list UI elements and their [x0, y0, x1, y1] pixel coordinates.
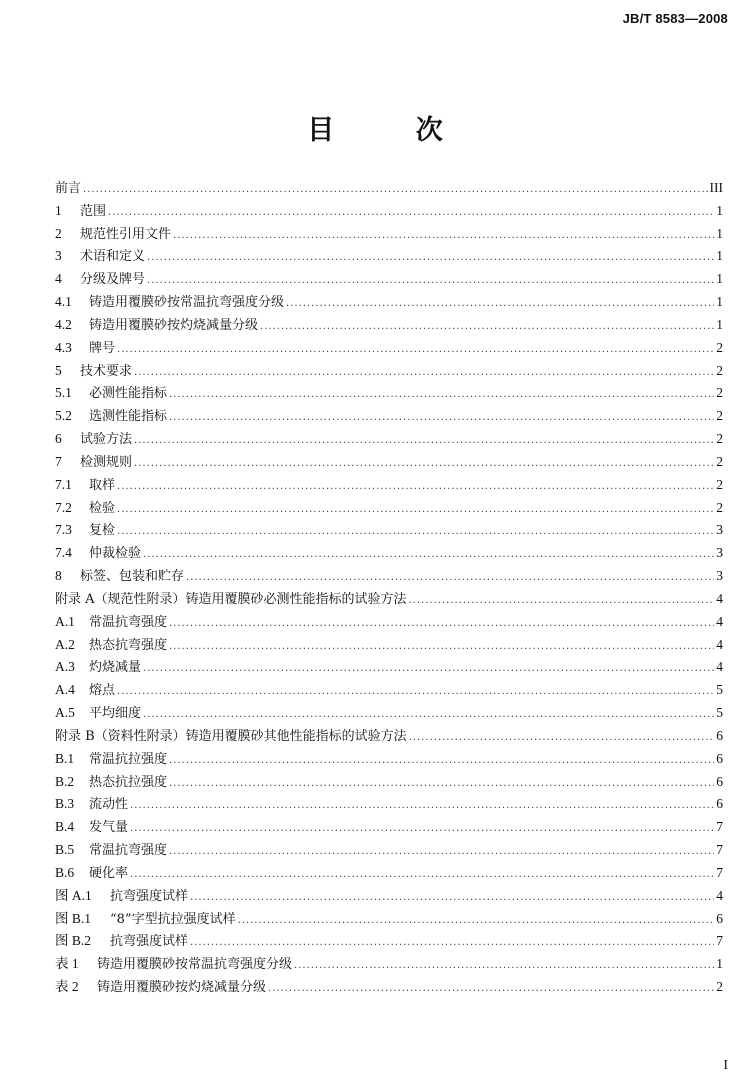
toc-entry-number: B.5	[55, 842, 75, 858]
toc-entry-page: 3	[716, 545, 723, 561]
toc-entry[interactable]	[55, 291, 723, 314]
toc-entry-page: 4	[716, 659, 723, 675]
toc-entry[interactable]	[55, 223, 723, 246]
toc-entry-number: 5.2	[55, 408, 72, 424]
toc-entry-page: 7	[716, 864, 723, 880]
toc-entry-number: 5	[55, 362, 62, 378]
toc-entry-number: 1	[55, 202, 62, 218]
toc-entry[interactable]	[55, 656, 723, 679]
toc-entry[interactable]	[55, 588, 723, 611]
toc-entry-title: 发气量	[89, 820, 129, 836]
toc-entry-title: 抗弯强度试样	[110, 888, 189, 904]
toc-entry-number: A.3	[55, 659, 75, 675]
toc-entry-page: 2	[716, 339, 723, 355]
leader-dots	[169, 773, 714, 796]
toc-entry-page: 3	[716, 568, 723, 584]
toc-entry[interactable]	[55, 314, 723, 337]
leader-dots	[169, 384, 714, 407]
leader-dots	[134, 430, 714, 453]
leader-dots	[117, 681, 714, 704]
toc-entry-title: 铸造用覆膜砂按灼烧减量分级	[97, 979, 267, 995]
toc-entry[interactable]	[55, 702, 723, 725]
leader-dots	[294, 955, 714, 978]
leader-dots	[186, 567, 714, 590]
toc-entry-title: 前言	[55, 181, 82, 196]
toc-entry-page: 1	[716, 202, 723, 218]
table-of-contents	[55, 177, 723, 999]
toc-entry-page: 6	[716, 750, 723, 766]
standard-code: JB/T 8583—2008	[622, 11, 728, 26]
toc-entry-page: 2	[716, 385, 723, 401]
toc-entry-number: 4.3	[55, 339, 72, 355]
toc-entry-page: 4	[716, 636, 723, 652]
toc-entry[interactable]	[55, 771, 723, 794]
toc-entry-page: 1	[716, 248, 723, 264]
toc-entry-title: 仲裁检验	[89, 546, 142, 562]
toc-entry-title: 复检	[89, 523, 116, 539]
toc-entry[interactable]	[55, 748, 723, 771]
toc-entry-page: 1	[716, 316, 723, 332]
toc-entry-title: 灼烧减量	[89, 660, 142, 676]
toc-entry-number: A.5	[55, 705, 75, 721]
toc-entry[interactable]	[55, 725, 723, 748]
toc-entry[interactable]	[55, 634, 723, 657]
toc-entry-page: 6	[716, 773, 723, 789]
toc-entry-title: 必测性能指标	[89, 386, 168, 402]
toc-entry-page: 6	[716, 910, 723, 926]
leader-dots	[108, 202, 714, 225]
toc-entry-title: 附录 B（资料性附录）铸造用覆膜砂其他性能指标的试验方法	[55, 728, 407, 744]
leader-dots	[117, 499, 714, 522]
leader-dots	[143, 544, 714, 567]
toc-entry-title: 流动性	[89, 797, 129, 813]
toc-entry[interactable]	[55, 679, 723, 702]
toc-entry[interactable]	[55, 839, 723, 862]
leader-dots	[286, 293, 714, 316]
toc-entry-number: 2	[55, 225, 62, 241]
toc-entry-number: B.1	[55, 750, 75, 766]
leader-dots	[173, 225, 714, 248]
leader-dots	[134, 453, 714, 476]
toc-entry[interactable]	[55, 405, 723, 428]
toc-entry[interactable]	[55, 611, 723, 634]
leader-dots	[143, 704, 714, 727]
toc-entry-number: 7.3	[55, 522, 72, 538]
page-number: I	[723, 1058, 728, 1073]
toc-entry[interactable]	[55, 862, 723, 885]
toc-entry-number: A.2	[55, 636, 75, 652]
leader-dots	[143, 658, 714, 681]
toc-entry-number: 表 2	[55, 978, 79, 994]
toc-entry-title: 牌号	[89, 340, 116, 356]
toc-entry-number: B.3	[55, 796, 75, 812]
toc-entry-page: 2	[716, 362, 723, 378]
toc-entry[interactable]	[55, 816, 723, 839]
page-title: 目 次	[307, 115, 479, 146]
toc-entry-title: 检验	[89, 500, 116, 516]
toc-entry-page: 2	[716, 499, 723, 515]
toc-entry-page: 2	[716, 453, 723, 469]
toc-entry[interactable]	[55, 953, 723, 976]
leader-dots	[268, 978, 714, 1001]
toc-entry[interactable]	[55, 382, 723, 405]
toc-entry-title: 试验方法	[80, 432, 133, 448]
toc-entry[interactable]	[55, 930, 723, 953]
leader-dots	[117, 339, 714, 362]
toc-entry-title: 分级及牌号	[80, 272, 146, 288]
toc-entry-title: 范围	[80, 203, 107, 219]
leader-dots	[130, 864, 714, 887]
leader-dots	[169, 407, 714, 430]
toc-entry-number: B.6	[55, 864, 75, 880]
toc-entry-title: 规范性引用文件	[80, 226, 172, 242]
toc-entry[interactable]	[55, 565, 723, 588]
toc-entry[interactable]	[55, 885, 723, 908]
toc-entry-title: 铸造用覆膜砂按灼烧减量分级	[89, 317, 259, 333]
toc-entry-title: 热态抗弯强度	[89, 637, 168, 653]
toc-entry[interactable]	[55, 337, 723, 360]
leader-dots	[190, 932, 714, 955]
leader-dots	[190, 887, 714, 910]
toc-entry[interactable]	[55, 976, 723, 999]
toc-entry-title: 常温抗弯强度	[89, 614, 168, 630]
toc-entry-title: 平均细度	[89, 706, 142, 722]
toc-entry-title: 熔点	[89, 683, 116, 699]
leader-dots	[169, 613, 714, 636]
leader-dots	[130, 818, 714, 841]
toc-entry-page: 2	[716, 476, 723, 492]
toc-entry-title: 技术要求	[80, 363, 133, 379]
toc-entry-number: 4.2	[55, 316, 72, 332]
toc-entry-title: 选测性能指标	[89, 409, 168, 425]
toc-entry-page: 5	[716, 682, 723, 698]
toc-entry[interactable]	[55, 793, 723, 816]
toc-entry-title: 热态抗拉强度	[89, 774, 168, 790]
toc-entry-number: A.4	[55, 682, 75, 698]
toc-entry[interactable]	[55, 908, 723, 931]
leader-dots	[117, 521, 714, 544]
toc-entry-page: 3	[716, 522, 723, 538]
leader-dots	[134, 362, 714, 385]
toc-entry-page: III	[709, 180, 723, 195]
toc-entry-page: 1	[716, 225, 723, 241]
toc-entry[interactable]	[55, 497, 723, 520]
toc-entry-number: 8	[55, 568, 62, 584]
toc-entry-number: 7	[55, 453, 62, 469]
toc-entry[interactable]	[55, 177, 723, 200]
toc-entry-title: 常温抗拉强度	[89, 751, 168, 767]
toc-entry-page: 7	[716, 933, 723, 949]
toc-entry-title: 取样	[89, 477, 116, 493]
toc-entry-title: 抗弯强度试样	[110, 934, 189, 950]
toc-entry[interactable]	[55, 268, 723, 291]
toc-entry-number: 6	[55, 431, 62, 447]
toc-entry-page: 4	[716, 613, 723, 629]
toc-entry-number: 图 A.1	[55, 887, 92, 903]
toc-entry[interactable]	[55, 451, 723, 474]
toc-entry-number: 5.1	[55, 385, 72, 401]
leader-dots	[117, 476, 714, 499]
leader-dots	[147, 270, 714, 293]
toc-entry-number: 7.2	[55, 499, 72, 515]
toc-entry-page: 2	[716, 408, 723, 424]
toc-entry-page: 7	[716, 819, 723, 835]
toc-entry[interactable]	[55, 245, 723, 268]
leader-dots	[147, 247, 714, 270]
toc-entry-page: 1	[716, 294, 723, 310]
toc-entry[interactable]	[55, 200, 723, 223]
toc-entry-title: 硬化率	[89, 865, 129, 881]
toc-entry-number: 3	[55, 248, 62, 264]
leader-dots	[83, 179, 707, 202]
leader-dots	[409, 727, 715, 750]
leader-dots	[238, 910, 715, 933]
toc-entry-page: 6	[716, 727, 723, 743]
toc-entry-page: 1	[716, 271, 723, 287]
toc-entry-title: 铸造用覆膜砂按常温抗弯强度分级	[97, 957, 293, 973]
toc-entry-page: 7	[716, 842, 723, 858]
toc-entry[interactable]	[55, 360, 723, 383]
toc-entry-number: A.1	[55, 613, 75, 629]
toc-entry-page: 2	[716, 978, 723, 994]
toc-entry-number: 图 B.2	[55, 933, 92, 949]
toc-entry[interactable]	[55, 428, 723, 451]
toc-entry-title: 检测规则	[80, 454, 133, 470]
leader-dots	[169, 750, 714, 773]
toc-entry-number: 表 1	[55, 956, 79, 972]
toc-entry[interactable]	[55, 542, 723, 565]
toc-entry-page: 6	[716, 796, 723, 812]
toc-entry[interactable]	[55, 474, 723, 497]
toc-entry-page: 5	[716, 705, 723, 721]
leader-dots	[130, 795, 714, 818]
toc-entry-number: 7.4	[55, 545, 72, 561]
toc-entry[interactable]	[55, 519, 723, 542]
toc-entry-title: 附录 A（规范性附录）铸造用覆膜砂必测性能指标的试验方法	[55, 591, 407, 607]
toc-entry-title: 常温抗弯强度	[89, 843, 168, 859]
leader-dots	[169, 636, 714, 659]
toc-entry-page: 4	[716, 590, 723, 606]
toc-entry-number: 7.1	[55, 476, 72, 492]
toc-entry-number: B.2	[55, 773, 75, 789]
leader-dots	[409, 590, 715, 613]
toc-entry-number: B.4	[55, 819, 75, 835]
toc-entry-number: 4.1	[55, 294, 72, 310]
toc-entry-title: “8”字型抗拉强度试样	[110, 911, 236, 927]
toc-entry-number: 4	[55, 271, 62, 287]
toc-entry-number: 图 B.1	[55, 910, 92, 926]
toc-entry-page: 1	[716, 956, 723, 972]
leader-dots	[169, 841, 714, 864]
toc-entry-page: 4	[716, 887, 723, 903]
toc-entry-title: 标签、包装和贮存	[80, 569, 185, 585]
toc-entry-page: 2	[716, 431, 723, 447]
leader-dots	[260, 316, 714, 339]
toc-entry-title: 铸造用覆膜砂按常温抗弯强度分级	[89, 295, 285, 311]
toc-entry-title: 术语和定义	[80, 249, 146, 265]
